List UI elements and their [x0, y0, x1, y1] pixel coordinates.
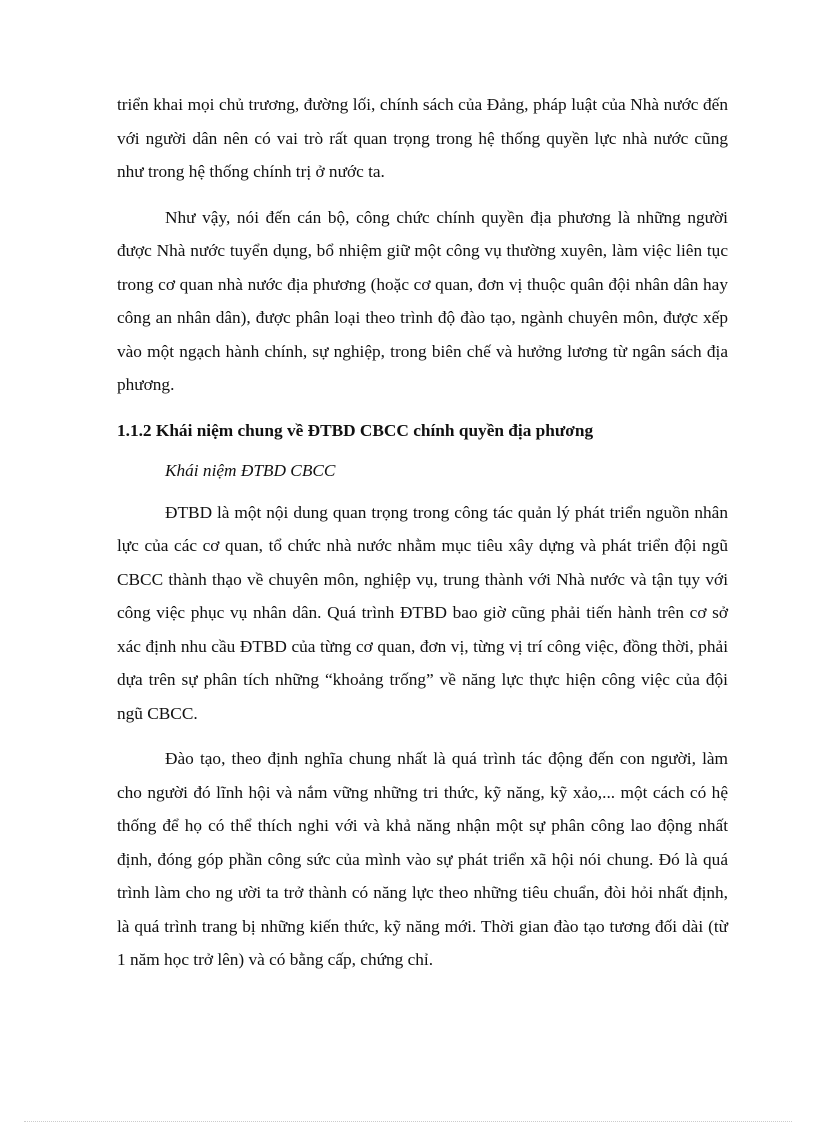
paragraph-definition-officials: Như vậy, nói đến cán bộ, công chức chính quyền địa phương là những người được Nhà nước tuyển dụng, bổ nhiệm giữ một công vụ thường xuyên, làm việc liên tục trong cơ quan nhà nước địa phương (hoặc cơ quan, đơn vị thuộc quân đội nhân dân hay công an nhân dân), được phân loại theo trình độ đào tạo, ngành chuyên môn, được xếp vào một ngạch hành chính, sự nghiệp, trong biên chế và hưởng lương từ ngân sách địa phương. — [117, 207, 728, 394]
paragraph-dtbd-overview: ĐTBD là một nội dung quan trọng trong công tác quản lý phát triển nguồn nhân lực của các cơ quan, tổ chức nhà nước nhằm mục tiêu xây dựng và phát triển đội ngũ CBCC thành thạo về chuyên môn, nghiệp vụ, trung thành với Nhà nước và tận tụy với công việc phục vụ nhân dân. Quá trình ĐTBD bao giờ cũng phải tiến hành trên cơ sở xác định nhu cầu ĐTBD của từng cơ quan, đơn vị, từng vị trí công việc, đồng thời, phải dựa trên sự phân tích những “khoảng trống” về năng lực thực hiện công việc của đội ngũ CBCC. — [117, 502, 728, 723]
paragraph-training-definition: Đào tạo, theo định nghĩa chung nhất là quá trình tác động đến con người, làm cho người đó lĩnh hội và nắm vững những tri thức, kỹ năng, kỹ xảo,... một cách có hệ thống để họ có thể thích nghi với và khả năng nhận một sự phân công lao động nhất định, đóng góp phần công sức của mình vào sự phát triển xã hội nói chung. Đó là quá trình làm cho ng ười ta trở thành có năng lực theo những tiêu chuẩn, đòi hỏi nhất định, là quá trình trang bị những kiến thức, kỹ năng mới. Thời gian đào tạo tương đối dài (từ 1 năm học trở lên) và có bằng cấp, chứng chỉ. — [117, 749, 728, 969]
paragraph-continuation: triển khai mọi chủ trương, đường lối, chính sách của Đảng, pháp luật của Nhà nước đến với người dân nên có vai trò rất quan trọng trong hệ thống quyền lực nhà nước cũng như trong hệ thống chính trị ở nước ta. — [117, 95, 728, 181]
page-bottom-divider — [24, 1121, 792, 1122]
document-body — [117, 88, 728, 989]
section-heading: 1.1.2 Khái niệm chung về ĐTBD CBCC chính quyền địa phương — [117, 420, 594, 440]
subsection-heading: Khái niệm ĐTBD CBCC — [165, 461, 336, 480]
